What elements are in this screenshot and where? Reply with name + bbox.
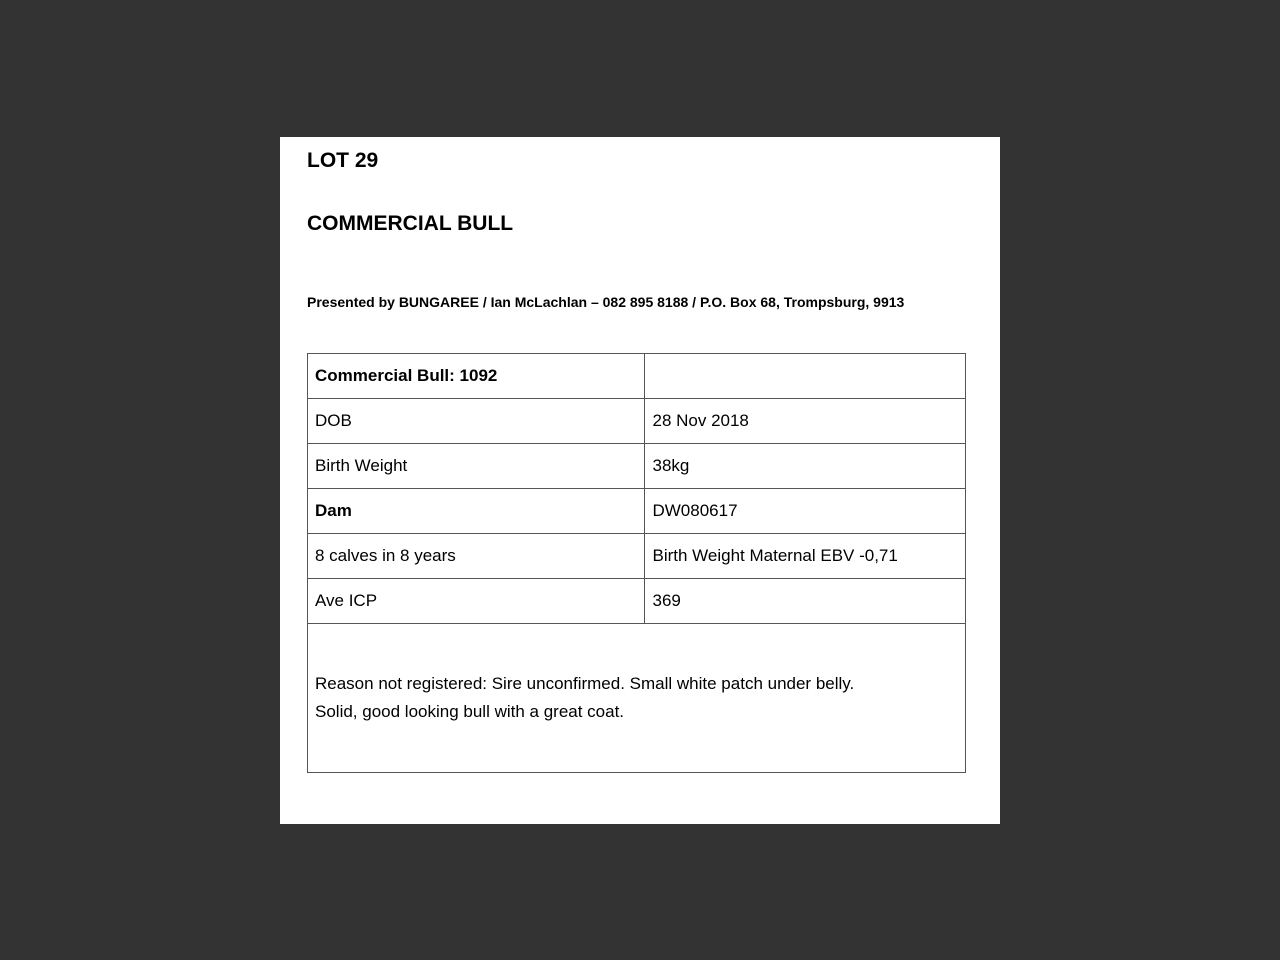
notes-line: Reason not registered: Sire unconfirmed. Small white patch under belly. — [315, 674, 855, 693]
table-row — [308, 579, 966, 624]
row-value: Birth Weight Maternal EBV -0,71 — [645, 534, 966, 579]
row-value: DW080617 — [645, 489, 966, 534]
document-page — [280, 137, 1000, 824]
table-row — [308, 489, 966, 534]
row-label: Birth Weight — [308, 444, 645, 489]
document-subtitle: COMMERCIAL BULL — [307, 212, 514, 235]
table-row — [308, 534, 966, 579]
row-label: Ave ICP — [308, 579, 645, 624]
row-value: 369 — [645, 579, 966, 624]
table-row — [308, 354, 966, 399]
row-value: 28 Nov 2018 — [645, 399, 966, 444]
presenter-line: Presented by BUNGAREE / Ian McLachlan – 082 895 8188 / P.O. Box 68, Trompsburg, 9913 — [307, 294, 905, 310]
notes-line: Solid, good looking bull with a great coat. — [315, 702, 625, 721]
table-row — [308, 399, 966, 444]
lot-title: LOT 29 — [307, 149, 379, 172]
row-label: Dam — [308, 489, 645, 534]
row-label: DOB — [308, 399, 645, 444]
row-label: Commercial Bull: 1092 — [308, 354, 645, 399]
row-value — [645, 354, 966, 399]
notes-cell — [308, 624, 966, 773]
row-value: 38kg — [645, 444, 966, 489]
bull-info-table — [307, 353, 966, 773]
table-row — [308, 444, 966, 489]
row-label: 8 calves in 8 years — [308, 534, 645, 579]
notes-row — [308, 624, 966, 773]
